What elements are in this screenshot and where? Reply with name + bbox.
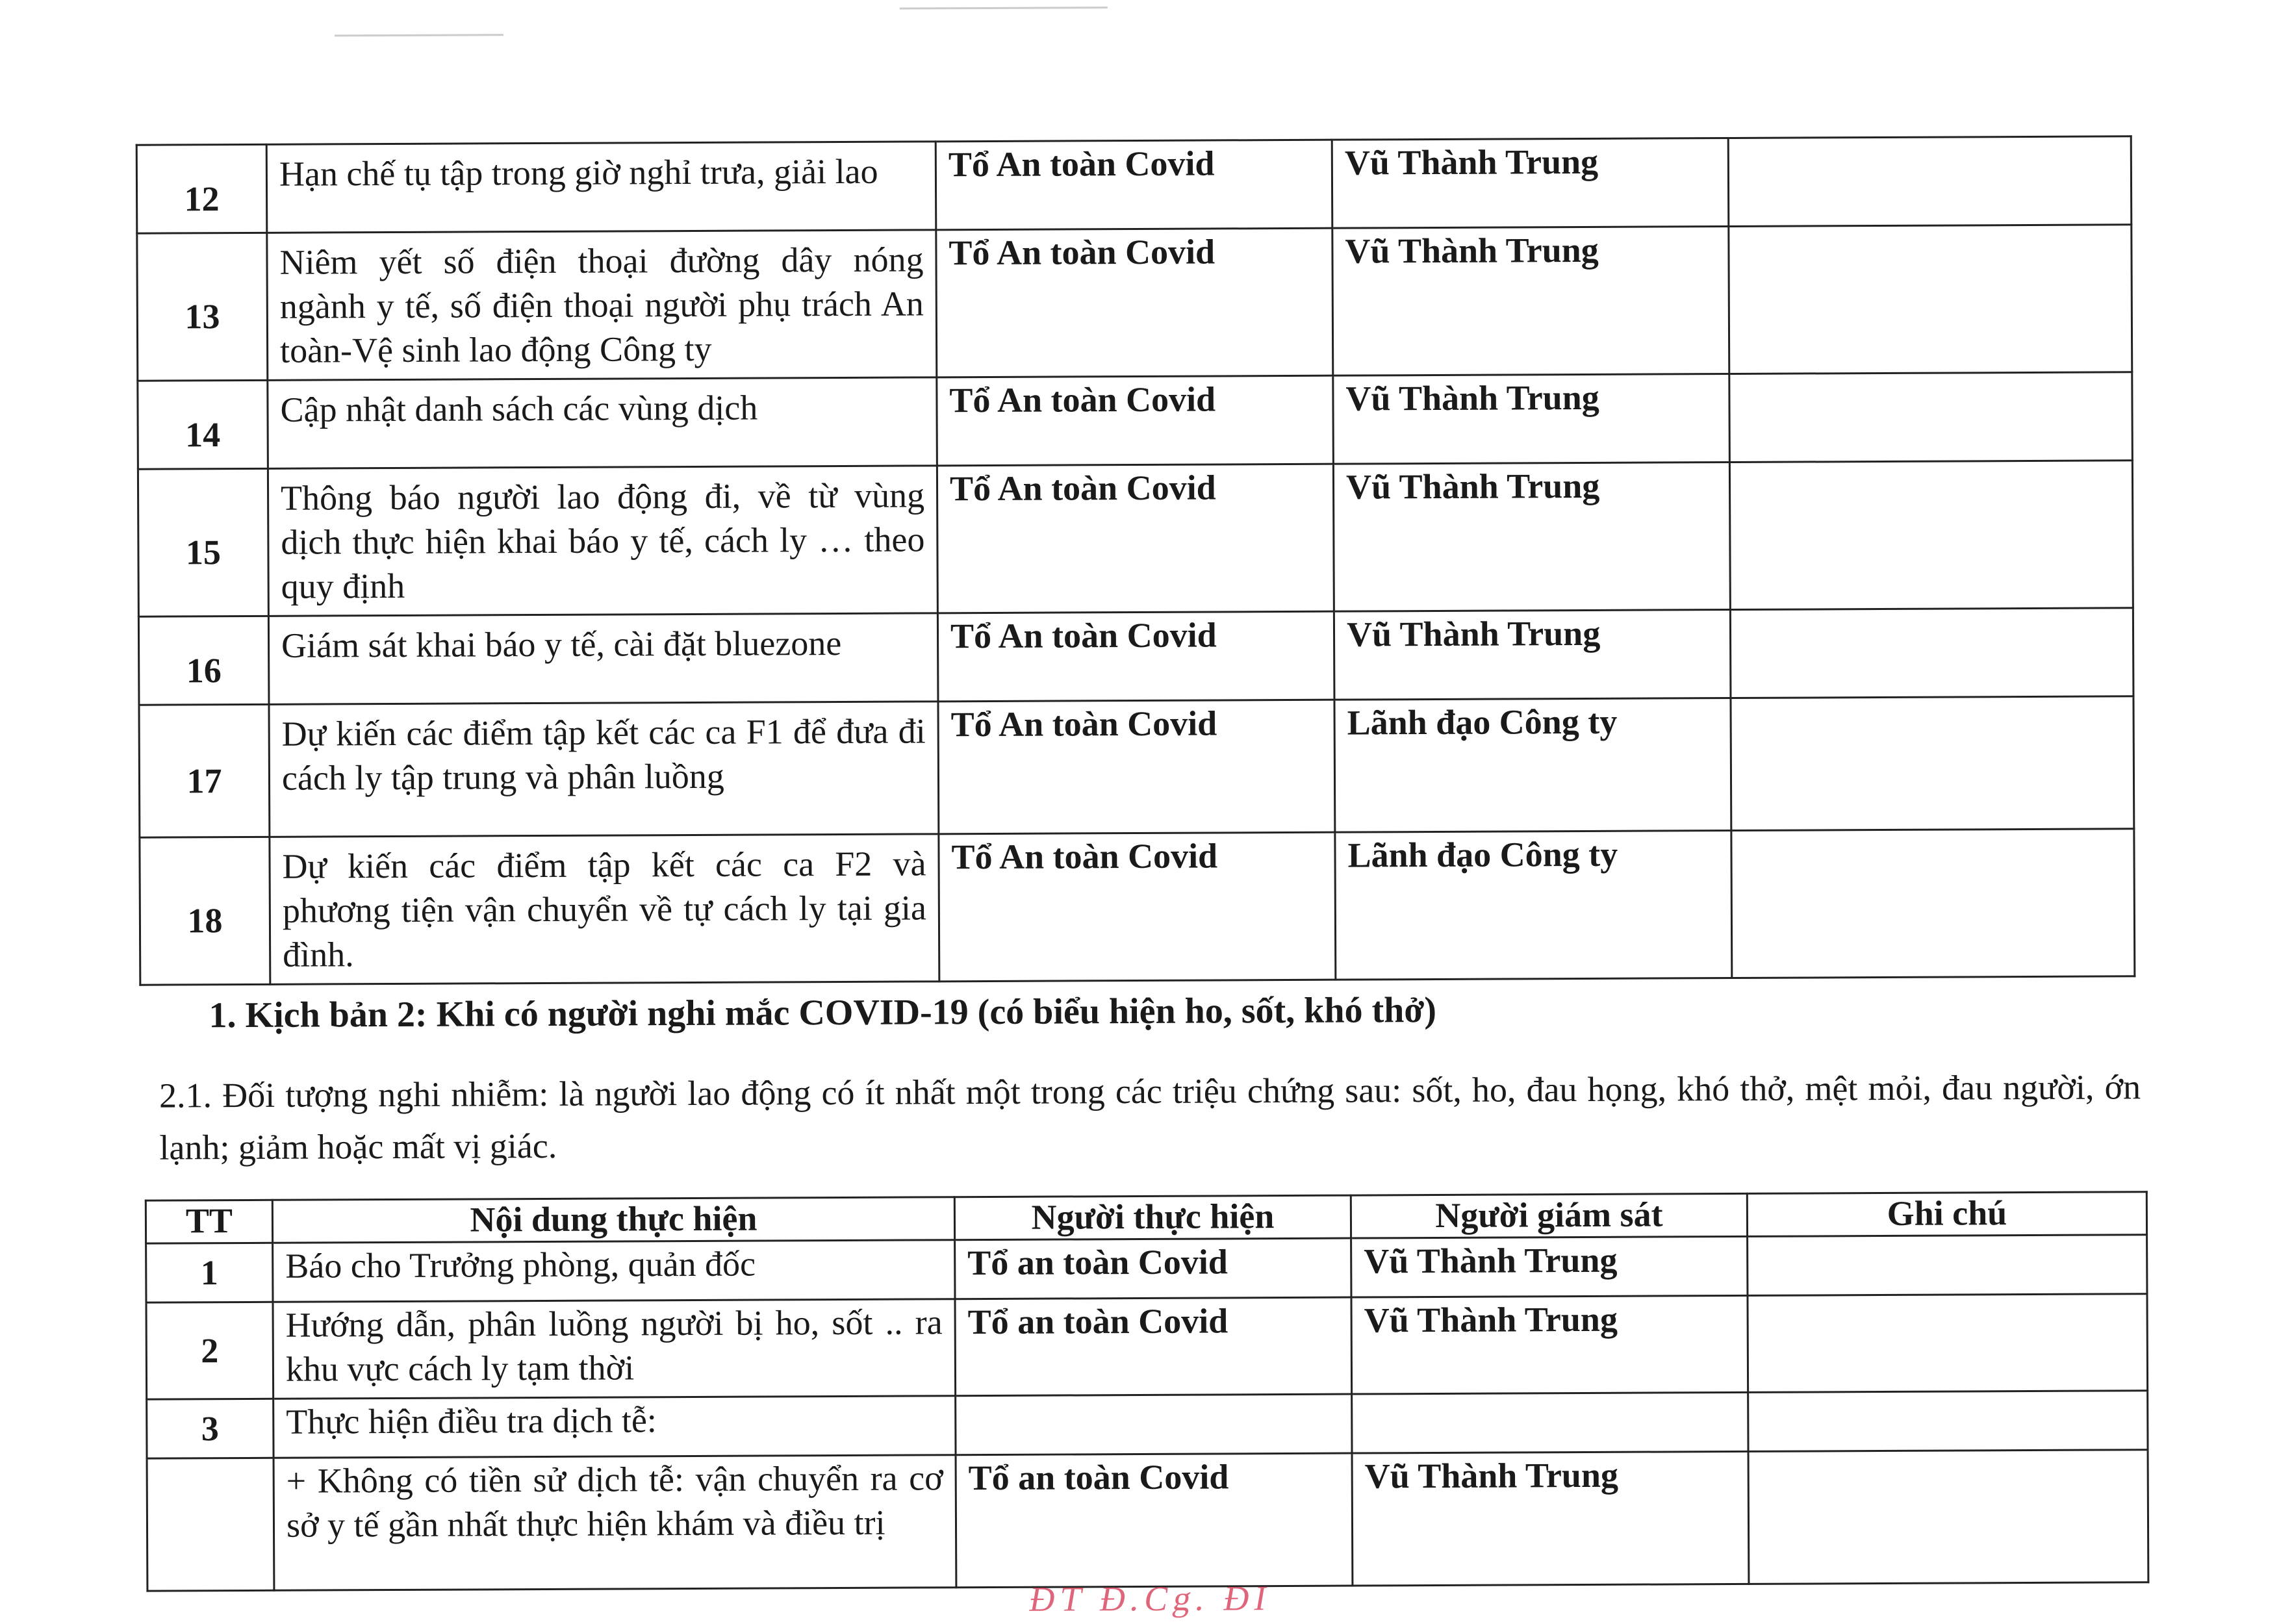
row-number: 16 xyxy=(138,616,269,705)
task-executor: Tổ An toàn Covid xyxy=(937,464,1334,613)
task-note xyxy=(1748,1450,2148,1584)
column-header-note: Ghi chú xyxy=(1747,1192,2146,1237)
task-content: Cập nhật danh sách các vùng dịch xyxy=(268,377,937,468)
task-executor: Tổ an toàn Covid xyxy=(955,1238,1351,1299)
task-supervisor xyxy=(1352,1392,1748,1453)
task-note xyxy=(1729,225,2132,374)
task-content: Báo cho Trưởng phòng, quản đốc xyxy=(273,1240,955,1302)
task-supervisor: Vũ Thành Trung xyxy=(1332,227,1729,376)
task-supervisor: Vũ Thành Trung xyxy=(1351,1236,1748,1297)
column-header-content: Nội dung thực hiện xyxy=(272,1197,954,1243)
task-table-scenario-1 xyxy=(136,135,2136,985)
table-row xyxy=(137,225,2132,381)
row-number: 3 xyxy=(147,1399,274,1458)
task-note xyxy=(1729,372,2133,463)
column-header-supervisor: Người giám sát xyxy=(1351,1193,1747,1238)
scan-artifact xyxy=(335,34,503,36)
task-supervisor: Vũ Thành Trung xyxy=(1334,610,1731,700)
task-executor: Tổ an toàn Covid xyxy=(956,1453,1353,1588)
column-header-tt: TT xyxy=(146,1200,272,1243)
table-row xyxy=(139,696,2134,837)
task-note xyxy=(1748,1294,2148,1393)
task-supervisor: Vũ Thành Trung xyxy=(1333,374,1730,464)
task-content: Giám sát khai báo y tế, cài đặt bluezone xyxy=(268,613,938,704)
task-supervisor: Vũ Thành Trung xyxy=(1332,138,1729,229)
column-header-executor: Người thực hiện xyxy=(954,1195,1351,1240)
table-row xyxy=(138,608,2133,705)
task-executor: Tổ An toàn Covid xyxy=(937,375,1334,466)
table-row xyxy=(140,829,2135,985)
task-executor: Tổ An toàn Covid xyxy=(937,611,1334,702)
stamp-mark: ĐT Đ.Cg. ĐI xyxy=(1026,1579,1275,1619)
task-content: + Không có tiền sử dịch tễ: vận chuyển ra cơ sở y tế gần nhất thực hiện khám và điều trị xyxy=(274,1455,956,1591)
task-executor: Tổ An toàn Covid xyxy=(936,140,1332,230)
table-row xyxy=(147,1391,2148,1458)
section-paragraph: 2.1. Đối tượng nghi nhiễm: là người lao động có ít nhất một trong các triệu chứng sau: sốt, ho, đau họng, khó thở, mệt mỏi, đau người, ớn lạnh; giảm hoặc mất vị giác. xyxy=(159,1067,2141,1167)
table-row xyxy=(138,461,2133,616)
task-content: Thực hiện điều tra dịch tễ: xyxy=(274,1396,956,1458)
row-number: 2 xyxy=(146,1302,274,1399)
task-content: Dự kiến các điểm tập kết các ca F1 để đưa đi cách ly tập trung và phân luồng xyxy=(269,702,939,837)
task-executor xyxy=(956,1394,1352,1455)
task-content: Niêm yết số điện thoại đường dây nóng ngành y tế, số điện thoại người phụ trách An toàn-Vệ sinh lao động Công ty xyxy=(267,230,937,380)
task-executor: Tổ an toàn Covid xyxy=(955,1297,1352,1396)
table-row xyxy=(147,1450,2148,1591)
scan-artifact xyxy=(900,6,1108,9)
task-content: Hạn chế tụ tập trong giờ nghỉ trưa, giải lao xyxy=(266,142,936,233)
task-table-scenario-2 xyxy=(145,1191,2150,1592)
task-executor: Tổ An toàn Covid xyxy=(939,832,1336,982)
task-executor: Tổ An toàn Covid xyxy=(938,700,1335,834)
task-content: Hướng dẫn, phân luồng người bị ho, sốt .. ra khu vực cách ly tạm thời xyxy=(273,1299,956,1399)
task-supervisor: Vũ Thành Trung xyxy=(1333,463,1730,612)
row-number: 15 xyxy=(138,468,268,616)
task-note xyxy=(1748,1235,2147,1296)
task-note xyxy=(1748,1391,2148,1452)
row-number: 14 xyxy=(138,380,268,469)
table-row xyxy=(146,1294,2148,1399)
task-note xyxy=(1729,461,2133,610)
task-note xyxy=(1730,608,2133,698)
task-supervisor: Lãnh đạo Công ty xyxy=(1335,831,1732,980)
task-note xyxy=(1731,829,2135,978)
row-number: 13 xyxy=(137,233,268,381)
task-note xyxy=(1728,136,2132,227)
task-content: Dự kiến các điểm tập kết các ca F2 và phương tiện vận chuyển về tự cách ly tại gia đình. xyxy=(270,834,939,984)
row-number: 18 xyxy=(140,837,270,985)
table-row xyxy=(146,1235,2147,1302)
task-supervisor: Lãnh đạo Công ty xyxy=(1334,698,1731,833)
row-number: 17 xyxy=(139,704,270,837)
row-number: 1 xyxy=(146,1243,273,1302)
task-supervisor: Vũ Thành Trung xyxy=(1351,1295,1748,1394)
row-number xyxy=(147,1458,274,1591)
task-supervisor: Vũ Thành Trung xyxy=(1352,1451,1749,1586)
table-row xyxy=(138,372,2133,469)
task-executor: Tổ An toàn Covid xyxy=(936,228,1333,377)
table-row xyxy=(136,136,2132,233)
task-content: Thông báo người lao động đi, về từ vùng dịch thực hiện khai báo y tế, cách ly … theo quy định xyxy=(268,466,937,616)
task-note xyxy=(1731,696,2134,831)
row-number: 12 xyxy=(136,144,267,233)
section-heading: 1. Kịch bản 2: Khi có người nghi mắc COVID-19 (có biểu hiện ho, sốt, khó thở) xyxy=(209,989,1437,1036)
